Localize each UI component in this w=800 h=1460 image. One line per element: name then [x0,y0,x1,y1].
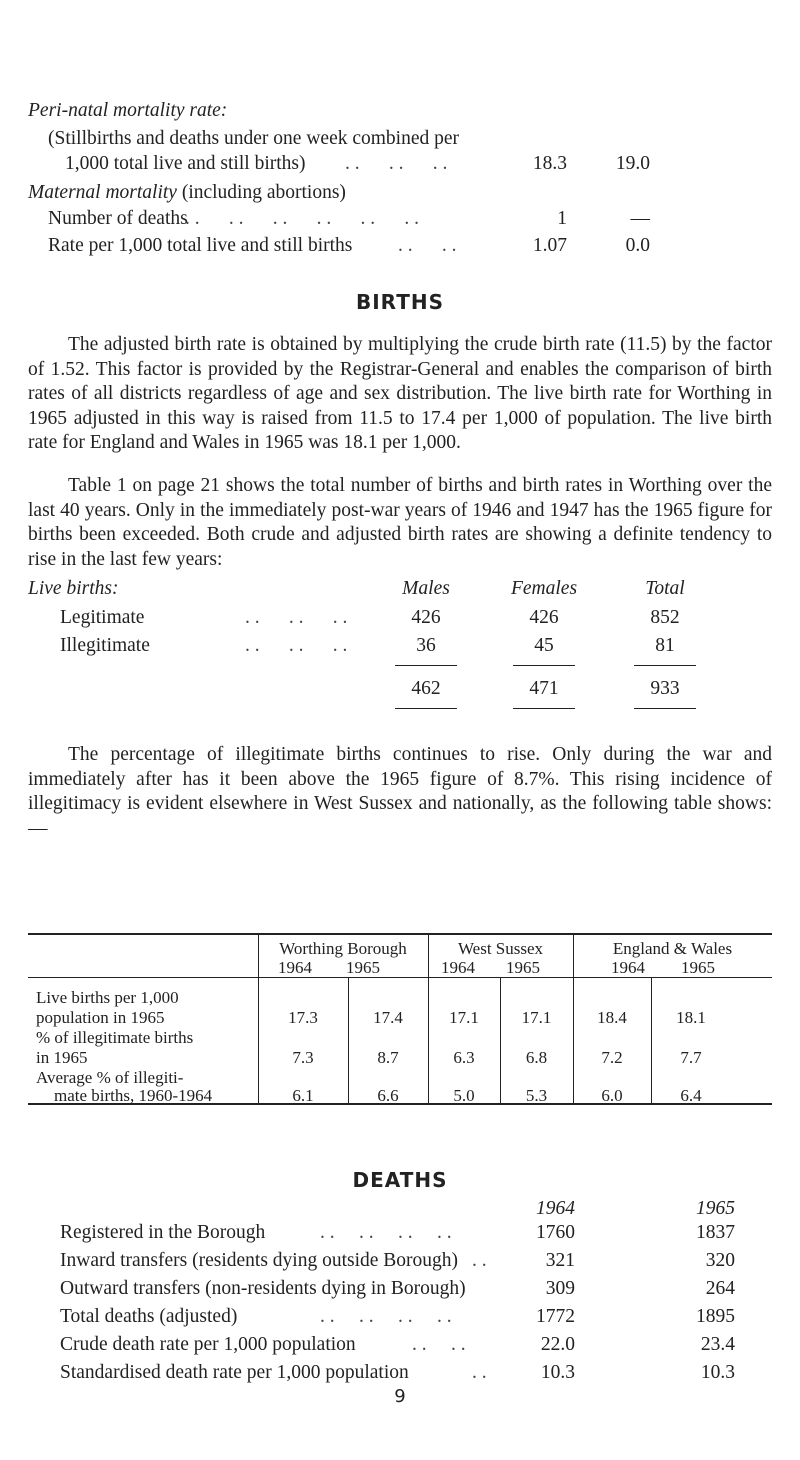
table-divider [651,977,652,1103]
births-paragraph-1 [28,333,772,456]
illegitimacy-comparison-table [28,933,772,1105]
table-cell: 18.1 [676,1008,706,1027]
sum-rule [395,708,457,709]
year-header: 1965 [506,958,540,977]
sum-rule [395,665,457,666]
dot-leader: . . . . . . . . . . . . [185,208,419,229]
table-cell: 6.4 [680,1086,702,1105]
births-heading: BIRTHS [356,290,444,314]
maternal-deaths-1965: — [630,208,650,229]
legit-males: 426 [411,607,441,628]
year-header: 1965 [681,958,715,977]
table-top-rule [28,933,772,935]
row-label: % of illegitimate births [36,1028,194,1047]
live-births-title: Live births: [28,578,119,599]
total-males: 462 [411,678,441,699]
dot-leader: . . . . . . . . [320,1306,452,1327]
row-label: in 1965 [36,1048,88,1067]
deaths-heading: DEATHS [352,1168,448,1192]
perinatal-1964: 18.3 [532,153,567,174]
maternal-title: Maternal mortality [28,182,177,203]
perinatal-1965: 19.0 [615,153,650,174]
maternal-row-label: Number of deaths [48,208,188,229]
maternal-title-suffix: (including abortions) [176,182,346,203]
row-label: Live births per 1,000 [36,988,179,1007]
deaths-value: 320 [705,1250,735,1271]
sum-rule [513,708,575,709]
deaths-row-label: Registered in the Borough [60,1222,266,1243]
births-para3-text: The percentage of illegitimate births continues to rise. Only during the war and immediately after has it been above the 1965 figure of 8.7%. This rising incidence of illegitimacy is evident elsewhere in West Sussex and nationally, as the following table shows: — [28,744,772,839]
dot-leader: . . . . . . . . [320,1222,452,1243]
legit-females: 426 [529,607,559,628]
deaths-value: 10.3 [700,1362,735,1383]
table-cell: 6.0 [601,1086,623,1105]
deaths-col-1964: 1964 [536,1198,575,1219]
deaths-value: 1837 [696,1222,735,1243]
year-header: 1965 [346,958,380,977]
maternal-heading [28,182,346,204]
births-paragraph-2 [28,474,772,572]
table-cell: 7.3 [292,1048,314,1067]
table-cell: 6.3 [453,1048,475,1067]
dot-leader: . . . . [398,235,457,256]
table-cell: 6.6 [377,1086,399,1105]
sum-rule [513,665,575,666]
deaths-row-label: Standardised death rate per 1,000 population [60,1362,409,1383]
table-divider [500,977,501,1103]
deaths-col-1965: 1965 [696,1198,735,1219]
maternal-deaths-1964: 1 [557,208,567,229]
deaths-value: 23.4 [700,1334,735,1355]
group-header-worthing: Worthing Borough [279,939,407,958]
deaths-value: 309 [545,1278,575,1299]
table-header-rule [28,977,772,978]
col-males: Males [402,578,450,599]
deaths-value: 1772 [536,1306,575,1327]
births-para2-text: Table 1 on page 21 shows the total number of births and birth rates in Worthing over the last 40 years. Only in the immediately post-war years of 1946 and 1947 has the 1965 figure for births been exceeded. Both crude and adjusted birth rates are showing a definite tendency to rise in the last few years: [28,475,772,570]
group-header-west-sussex: West Sussex [457,939,544,958]
page-number: 9 [394,1386,406,1407]
dot-leader: . . [472,1362,487,1383]
row-label: mate births, 1960-1964 [54,1086,213,1105]
table-cell: 17.3 [288,1008,318,1027]
illegit-total: 81 [655,635,675,656]
deaths-row-label: Crude death rate per 1,000 population [60,1334,356,1355]
deaths-row-label: Inward transfers (residents dying outside Borough) [60,1250,459,1271]
maternal-rate-1965: 0.0 [625,235,650,256]
births-para1-text: The adjusted birth rate is obtained by multiplying the crude birth rate (11.5) by the factor of 1.52. This factor is provided by the Registrar-General and enables the comparison of birth rates of all districts regardless of age and sex distribution. The live birth rate for Worthing in 1965 adjusted in this way is raised from 11.5 to 17.4 per 1,000 of population. The live birth rate for England and Wales in 1965 was 18.1 per 1,000. [28,334,772,453]
perinatal-line2: 1,000 total live and still births) [65,153,306,174]
perinatal-line1: (Stillbirths and deaths under one week combined per [48,128,460,149]
year-header: 1964 [441,958,475,977]
deaths-value: 1895 [696,1306,735,1327]
table-cell: 5.0 [453,1086,475,1105]
table-cell: 17.1 [449,1008,479,1027]
dot-leader: . . [472,1250,487,1271]
table-cell: 18.4 [597,1008,627,1027]
year-header: 1964 [611,958,645,977]
dot-leader: . . . . . . [245,635,348,656]
table-divider [348,977,349,1103]
sum-rule [634,708,696,709]
row-label: Average % of illegiti- [36,1068,184,1087]
births-paragraph-3 [28,743,772,841]
group-header-england-wales: England & Wales [612,939,733,958]
dot-leader: . . . . . . [245,607,348,628]
deaths-row-label: Outward transfers (non-residents dying in Borough) [60,1278,466,1299]
row-label: population in 1965 [36,1008,165,1027]
dot-leader: . . . . [412,1334,466,1355]
dot-leader: . . . . . . [345,153,448,174]
deaths-value: 22.0 [540,1334,575,1355]
live-births-row-label: Legitimate [60,607,145,628]
deaths-value: 264 [705,1278,735,1299]
illegit-females: 45 [534,635,554,656]
total-females: 471 [529,678,559,699]
total-total: 933 [650,678,680,699]
col-females: Females [510,578,578,599]
table-cell: 17.4 [373,1008,403,1027]
illegit-males: 36 [416,635,436,656]
table-cell: 6.8 [525,1048,548,1067]
table-cell: 8.7 [377,1048,399,1067]
deaths-value: 321 [545,1250,575,1271]
perinatal-title: Peri-natal mortality rate: [28,100,228,121]
table-cell: 7.7 [680,1048,702,1067]
year-header: 1964 [278,958,312,977]
deaths-row-label: Total deaths (adjusted) [60,1306,238,1327]
maternal-row-label: Rate per 1,000 total live and still births [48,235,353,256]
legit-total: 852 [650,607,680,628]
table-cell: 17.1 [521,1008,552,1027]
table-cell: 6.1 [292,1086,314,1105]
sum-rule [634,665,696,666]
table-cell: 5.3 [525,1086,548,1105]
col-total: Total [645,578,685,599]
maternal-rate-1964: 1.07 [532,235,567,256]
live-births-row-label: Illegitimate [60,635,150,656]
table-cell: 7.2 [601,1048,623,1067]
deaths-value: 1760 [536,1222,575,1243]
deaths-value: 10.3 [540,1362,575,1383]
